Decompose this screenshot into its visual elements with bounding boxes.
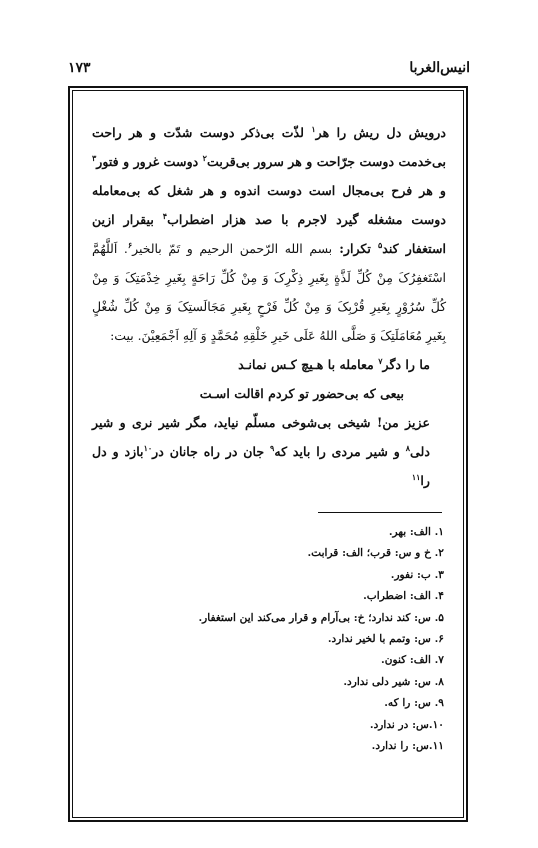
arabic-prayer: بسم الله الرّحمن الرحيم و تَمّ بالخير <box>132 241 333 256</box>
footnote-item: ۱۱.س: را ندارد. <box>371 740 444 753</box>
footnote-ref[interactable]: ۶ <box>127 239 133 250</box>
footnote-ref[interactable]: ۲ <box>202 152 207 163</box>
verse-line-2: بیعی که بی‌حضور تو کردم اقالت اسـت <box>199 386 404 401</box>
verse-line-1: ما را دگر$^۷$ معامله با هـیچ کـس نمانـد <box>238 355 430 372</box>
footnote-ref[interactable]: ۸ <box>405 442 411 453</box>
page-number: ۱۷۳ <box>68 60 91 76</box>
footnote-ref[interactable]: ۵ <box>377 239 383 250</box>
footnote-item: ۴. الف: اضطراب. <box>363 590 444 603</box>
prose-paragraph-2: عزیز من! شیخی بی‌شوخی مسلّم نیاید، مگر شیر نری و شیر دلی$^۸$ و شیر مردی را باید که$^۹$ جان در راه جانان در$^{۱۰}$بازد و دل را$^{۱۱}$ <box>92 415 430 488</box>
footnote-ref[interactable]: ۹ <box>270 442 275 453</box>
main-text <box>92 118 446 495</box>
prose-paragraph: درویش دل ریش را هر$^۱$ لذّت بی‌ذکر دوست شدّت و هر راحت بی‌خدمت دوست جرّاحت و هر سرور بی‌قربت$^۲$ دوست غرور و فتور$^۳$ و هر فرح بی‌مجال است دوست اندوه و هر شغل که بی‌معامله دوست مشغله گیرد لاجرم با صد هزار اضطراب$^۴$ بیقرار ازین استغفار کند$^۵$ تکرار: بسم الله الرّحمن الرحيم و تَمّ بالخير$^۶$. اَللَّهُمَّ اسْتَغفِرُکَ مِنْ کُلِّ لَذَّةٍ بِغَيرِ ذِکْرِکَ وَ مِنْ کُلِّ رَاحَةٍ بِغَيرِ خِدْمَتِکَ وَ مِنْ کُلِّ سُرُوْرٍ بِغَيرِ قُرْبِکَ وَ مِنْ کُلِّ فَرْحٍ بِغَيرِ مَجَالَستِکَ وَ مِنْ کُلِّ شُغْلٍ بِغَيرِ مُعَامَلَتِکَ وَ صَلَّى اللهُ عَلَى خَيرِ خَلْقِهِ مُحَمَّدٍ وَ آلِهِ اَجْمَعِيْنَ. بيت: <box>92 123 446 343</box>
footnote-ref[interactable]: ۴ <box>162 210 168 221</box>
arabic-prayer-cont: . اَللَّهُمَّ اسْتَغفِرُکَ مِنْ کُلِّ لَذَّةٍ بِغَيرِ ذِکْرِکَ وَ مِنْ کُلِّ رَاحَةٍ بِغَيرِ خِدْمَتِکَ وَ مِنْ کُلِّ سُرُوْرٍ بِغَيرِ قُرْبِکَ وَ مِنْ کُلِّ فَرْحٍ بِغَيرِ مَجَالَستِکَ وَ مِنْ کُلِّ شُغْلٍ بِغَيرِ مُعَامَلَتِکَ وَ صَلَّى اللهُ عَلَى خَيرِ خَلْقِهِ مُحَمَّدٍ وَ آلِهِ اَجْمَعِيْنَ. بيت: <box>92 241 446 343</box>
footnote-ref[interactable]: ۱۱ <box>411 471 421 482</box>
page-header <box>68 56 470 80</box>
footnote-item: ۷. الف: کنون. <box>381 654 444 667</box>
footnote-item: ۸. س: شیر دلی ندارد. <box>343 675 444 688</box>
footnote-item: ۲. خ و س: قرب؛ الف: قرابت. <box>307 547 444 560</box>
footnote-item: ۱۰.س: در ندارد. <box>369 718 444 731</box>
footnote-ref[interactable]: ۱ <box>311 123 316 134</box>
footnote-item: ۳. ب: نفور. <box>390 568 444 581</box>
footnote-separator <box>318 512 442 513</box>
footnote-item: ۹. س: را که. <box>384 697 444 710</box>
footnote-ref[interactable]: ۳ <box>92 152 97 163</box>
footnote-item: ۶. س: وتمم با لخیر ندارد. <box>327 633 444 646</box>
running-title: انیس‌الغربا <box>409 60 470 76</box>
footnotes-list <box>100 522 444 757</box>
footnote-item: ۱. الف: بهر. <box>388 526 444 538</box>
footnote-ref[interactable]: ۱۰ <box>143 442 153 453</box>
footnote-ref[interactable]: ۷ <box>378 355 383 366</box>
footnote-item: ۵. س: کند ندارد؛ خ: بی‌آرام و قرار می‌کند این استغفار. <box>198 611 444 624</box>
